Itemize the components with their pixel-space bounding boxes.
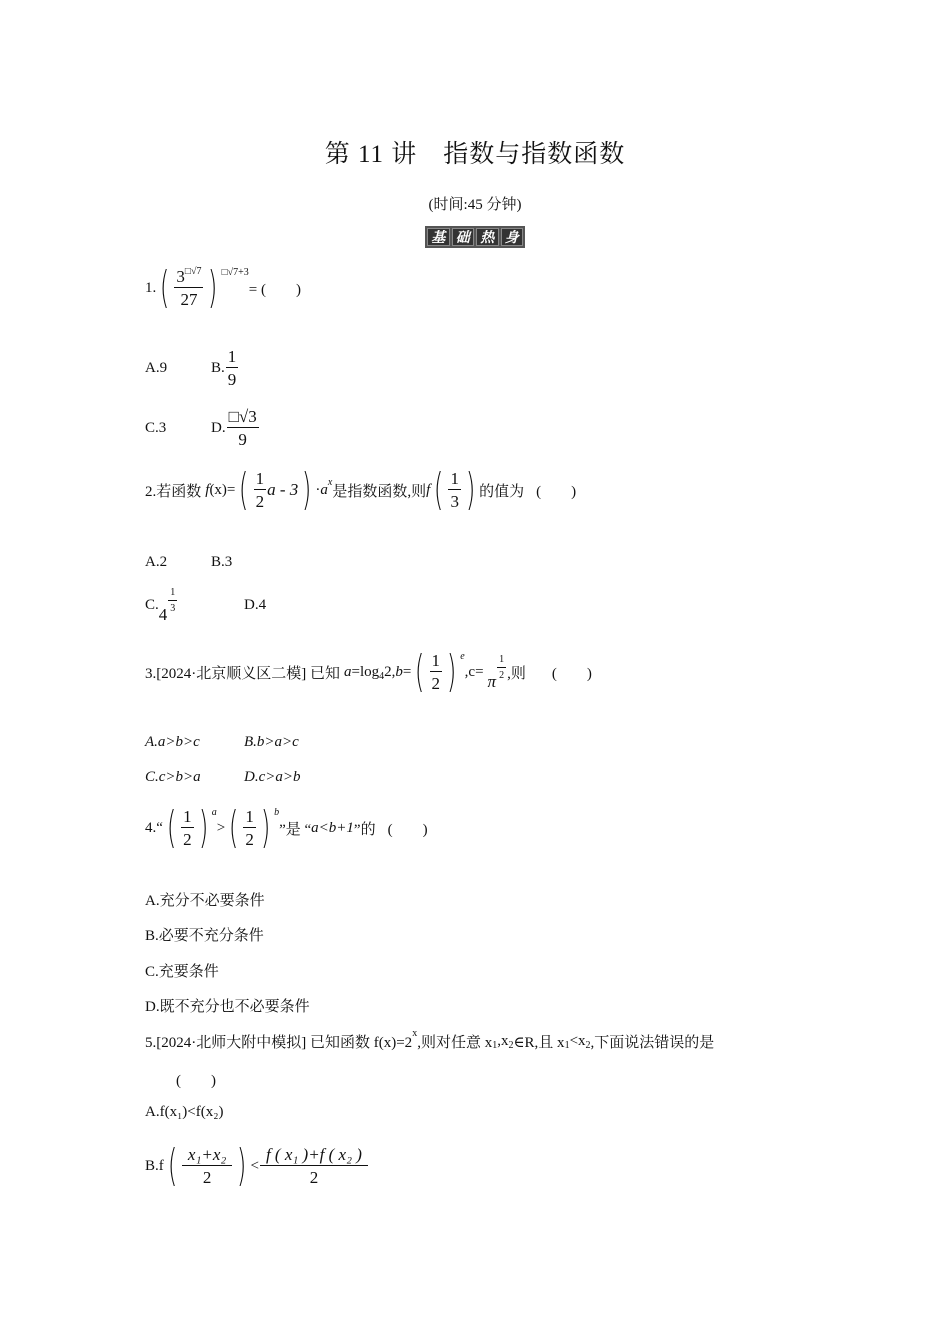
- fraction: $\frac{1}{2}$: [255, 469, 265, 511]
- page-title: 第 11 讲 指数与指数函数: [324, 141, 626, 168]
- fraction: $\frac{□√3}{9}$: [228, 407, 257, 449]
- answer-bracket: ( ): [551, 665, 592, 682]
- option-a: A.9: [145, 359, 168, 376]
- q3-options-ab: [145, 734, 299, 751]
- fraction: $\frac{1}{2}$: [431, 651, 441, 693]
- left-paren: (: [160, 262, 170, 313]
- option-a: A.2: [145, 554, 168, 570]
- question-3: 3.[2024·北京顺义区二模] 已知 a =log 4 2, b = ( $\frac{1}{2}$ ) e ,c= π $\frac{1}{2}$ ,则 ( ): [145, 646, 592, 697]
- badge-char: 身: [501, 228, 524, 246]
- answer-bracket: ( ): [536, 483, 577, 500]
- q1-options-cd: [145, 408, 260, 448]
- fraction: $\frac{3^{□√7}}{27}$: [176, 266, 202, 309]
- question-2: 2.若函数 f (x)= ( $\frac{1}{2}$ a - 3 ) · a x 是指数函数,则 f ( $\frac{1}{3}$ ) 的值为 ( ): [145, 464, 577, 515]
- badge-char: 热: [476, 228, 499, 246]
- option-a: A.f(x₁)<f(x₂): [145, 1104, 224, 1120]
- time-limit: (时间:45 分钟): [428, 197, 522, 213]
- option-c: C.3: [145, 419, 167, 436]
- answer-bracket: ( ): [176, 1073, 216, 1089]
- q2-options-ab: [145, 554, 232, 571]
- option-a: A.a>b>c: [145, 734, 200, 750]
- fraction: $\frac{1}{9}$: [227, 347, 237, 389]
- option-c: C. 4 $\frac{1}{3}$: [145, 587, 176, 624]
- option-b: B.b>a>c: [244, 734, 299, 750]
- section-badge: [425, 226, 525, 248]
- exponent: □√7+3: [221, 266, 249, 278]
- option-b: B.3: [211, 554, 233, 570]
- option-d: D.c>a>b: [244, 769, 301, 785]
- fraction: $\frac{1}{3}$: [450, 469, 459, 511]
- q1-options-ab: [145, 348, 239, 388]
- option-b: B.: [211, 359, 225, 376]
- fraction: $\frac{\text{f ( x₁ )+f ( x₂ )}}{2}$: [260, 1146, 368, 1186]
- question-4: 4.“ ( $\frac{1}{2}$ ) a > ( $\frac{1}{2}$ ) b ”是 “ a<b+1 ”的 ( ): [145, 802, 428, 853]
- question-number: 1.: [145, 279, 157, 296]
- fraction: $\frac{1}{2}$: [183, 807, 192, 849]
- badge-char: 基: [427, 228, 450, 246]
- right-paren: ): [208, 262, 218, 313]
- fraction: $\frac{\text{x₁+x₂}}{2}$: [182, 1146, 232, 1186]
- pi-power: π $\frac{1}{2}$: [487, 654, 505, 691]
- option-c: C.充要条件: [145, 964, 219, 980]
- q3-options-cd: [145, 769, 300, 786]
- option-b: B.f ( $\frac{\text{x₁+x₂}}{2}$ ) < $\frac{\text{f ( x₁ )+f ( x₂ )}}{2}$: [145, 1144, 369, 1188]
- question-1: [145, 262, 301, 313]
- option-b: B.必要不充分条件: [145, 928, 264, 944]
- answer-bracket: = ( ): [248, 281, 301, 298]
- badge-char: 础: [452, 228, 475, 246]
- question-5: 5.[2024·北师大附中模拟] 已知函数 f(x)=2 x ,则对任意 x 1 ,x 2 ∈R,且 x 1 <x 2 ,下面说法错误的是: [145, 1028, 715, 1051]
- option-a: A.充分不必要条件: [145, 893, 265, 909]
- fraction: $\frac{1}{2}$: [245, 807, 254, 849]
- answer-bracket: ( ): [387, 821, 428, 838]
- option-d: D.4: [244, 596, 267, 613]
- q2-options-cd: [145, 587, 267, 624]
- option-d: D.既不充分也不必要条件: [145, 999, 310, 1015]
- option-c: C.c>b>a: [145, 769, 201, 785]
- option-d: D.: [211, 419, 226, 436]
